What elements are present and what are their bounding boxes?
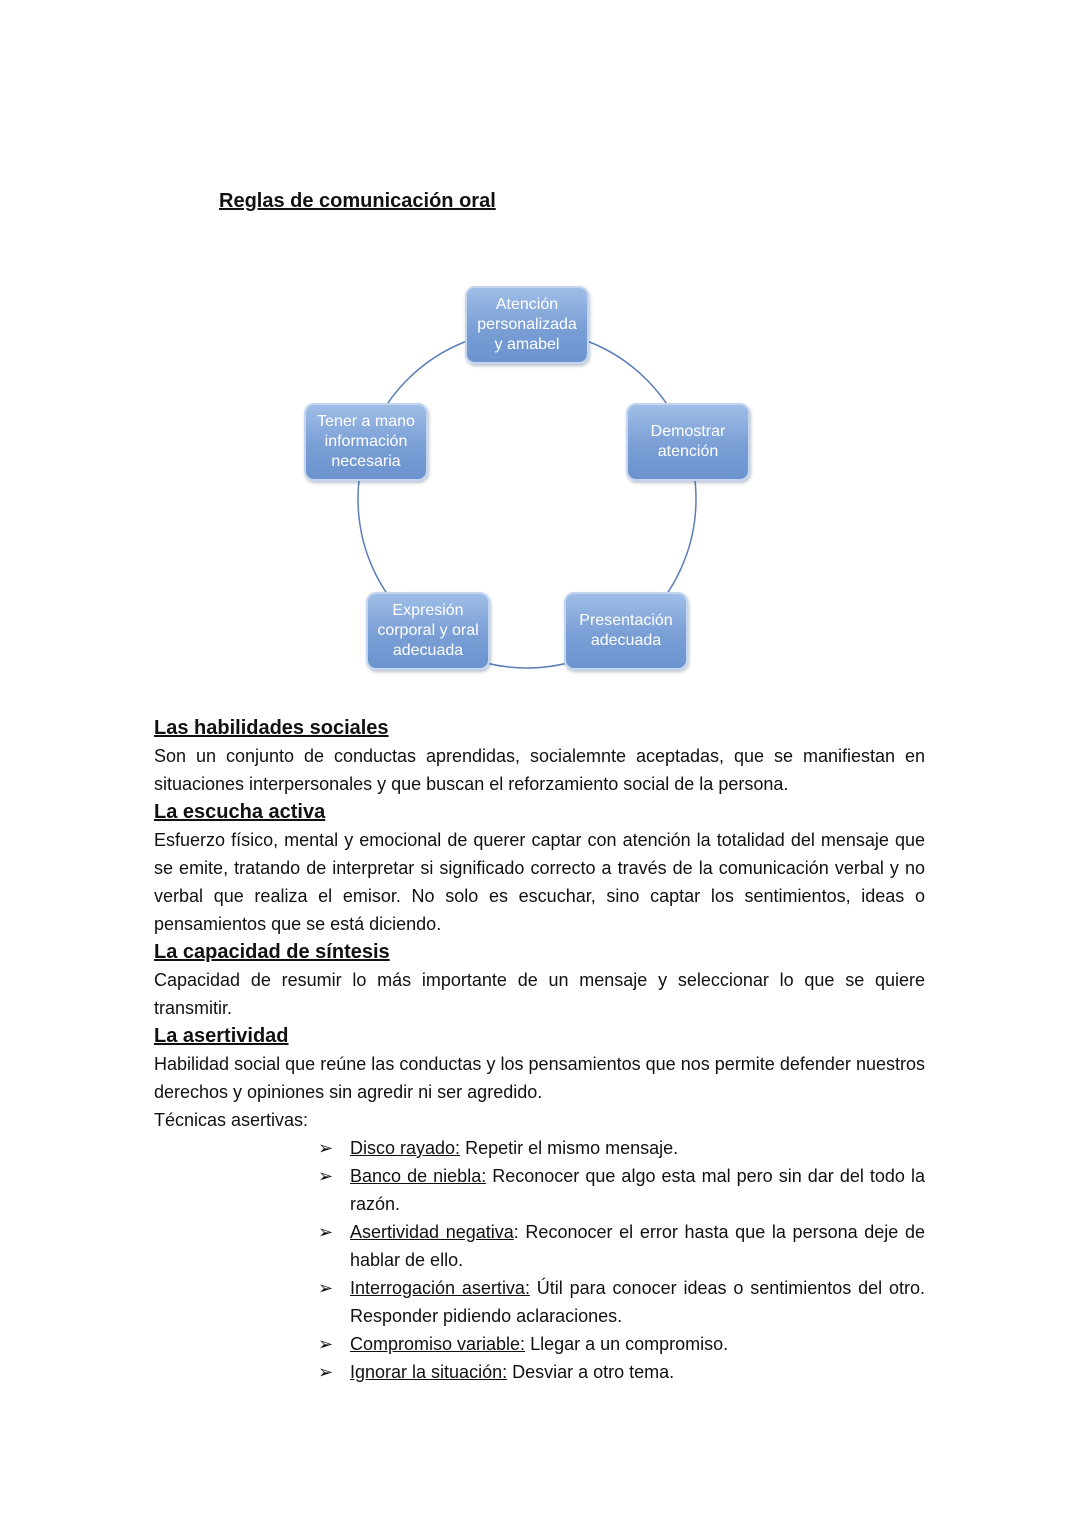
list-item [318, 1134, 925, 1162]
list-item [318, 1330, 925, 1358]
section-heading-habilidades: Las habilidades sociales [154, 717, 389, 739]
section-text-escucha: Esfuerzo físico, mental y emocional de querer captar con atención la totalidad del mensaje que se emite, tratando de interpretar si significado correcto a través de la comunicación verbal y no verbal que realiza el emisor. No solo es escuchar, sino captar los sentimientos, ideas o pensamientos que se está diciendo. [154, 830, 925, 934]
technique-desc: : Reconocer el error hasta que la persona deje de hablar de ello. [350, 1222, 925, 1270]
arrow-bullet-icon: ➢ [318, 1222, 334, 1242]
technique-desc: Útil para conocer ideas o sentimientos del otro. Responder pidiendo aclaraciones. [350, 1278, 925, 1326]
technique-term: Disco rayado: [350, 1138, 461, 1158]
section-text-asertividad: Habilidad social que reúne las conductas y los pensamientos que nos permite defender nuestros derechos y opiniones sin agredir ni ser agredido. [154, 1054, 925, 1102]
technique-desc: Llegar a un compromiso. [525, 1334, 729, 1354]
technique-term: Banco de niebla: [350, 1166, 487, 1186]
section-heading-escucha: La escucha activa [154, 801, 326, 823]
list-item [318, 1274, 925, 1330]
page-title: Reglas de comunicación oral [219, 190, 496, 212]
section-heading-asertividad: La asertividad [154, 1025, 289, 1047]
section-text-habilidades: Son un conjunto de conductas aprendidas, socialemnte aceptadas, que se manifiestan en situaciones interpersonales y que buscan el reforzamiento social de la persona. [154, 746, 925, 794]
cycle-diagram [0, 0, 1080, 700]
arrow-bullet-icon: ➢ [318, 1362, 334, 1382]
techniques-list [154, 1134, 925, 1386]
arrow-bullet-icon: ➢ [318, 1334, 334, 1354]
technique-desc: Reconocer que algo esta mal pero sin dar del todo la razón. [350, 1166, 925, 1214]
technique-term: Ignorar la situación: [350, 1362, 508, 1382]
node-tener-informacion: Tener a mano información necesaria [304, 403, 428, 481]
document-body [154, 714, 925, 1386]
node-expresion-corporal: Expresión corporal y oral adecuada [366, 592, 490, 670]
arrow-bullet-icon: ➢ [318, 1166, 334, 1186]
technique-term: Asertividad negativa [350, 1222, 514, 1242]
node-demostrar-atencion: Demostrar atención [626, 403, 750, 481]
list-item [318, 1358, 925, 1386]
section-heading-sintesis: La capacidad de síntesis [154, 941, 390, 963]
technique-desc: Repetir el mismo mensaje. [460, 1138, 679, 1158]
list-item [318, 1162, 925, 1218]
arrow-bullet-icon: ➢ [318, 1278, 334, 1298]
arrow-bullet-icon: ➢ [318, 1138, 334, 1158]
node-atencion-personalizada: Atención personalizada y amabel [465, 286, 589, 364]
section-text-sintesis: Capacidad de resumir lo más importante de un mensaje y seleccionar lo que se quiere transmitir. [154, 970, 925, 1018]
technique-term: Interrogación asertiva: [350, 1278, 530, 1298]
list-item [318, 1218, 925, 1274]
technique-desc: Desviar a otro tema. [507, 1362, 675, 1382]
technique-term: Compromiso variable: [350, 1334, 526, 1354]
node-presentacion-adecuada: Presentación adecuada [564, 592, 688, 670]
techniques-label: Técnicas asertivas: [154, 1110, 309, 1130]
